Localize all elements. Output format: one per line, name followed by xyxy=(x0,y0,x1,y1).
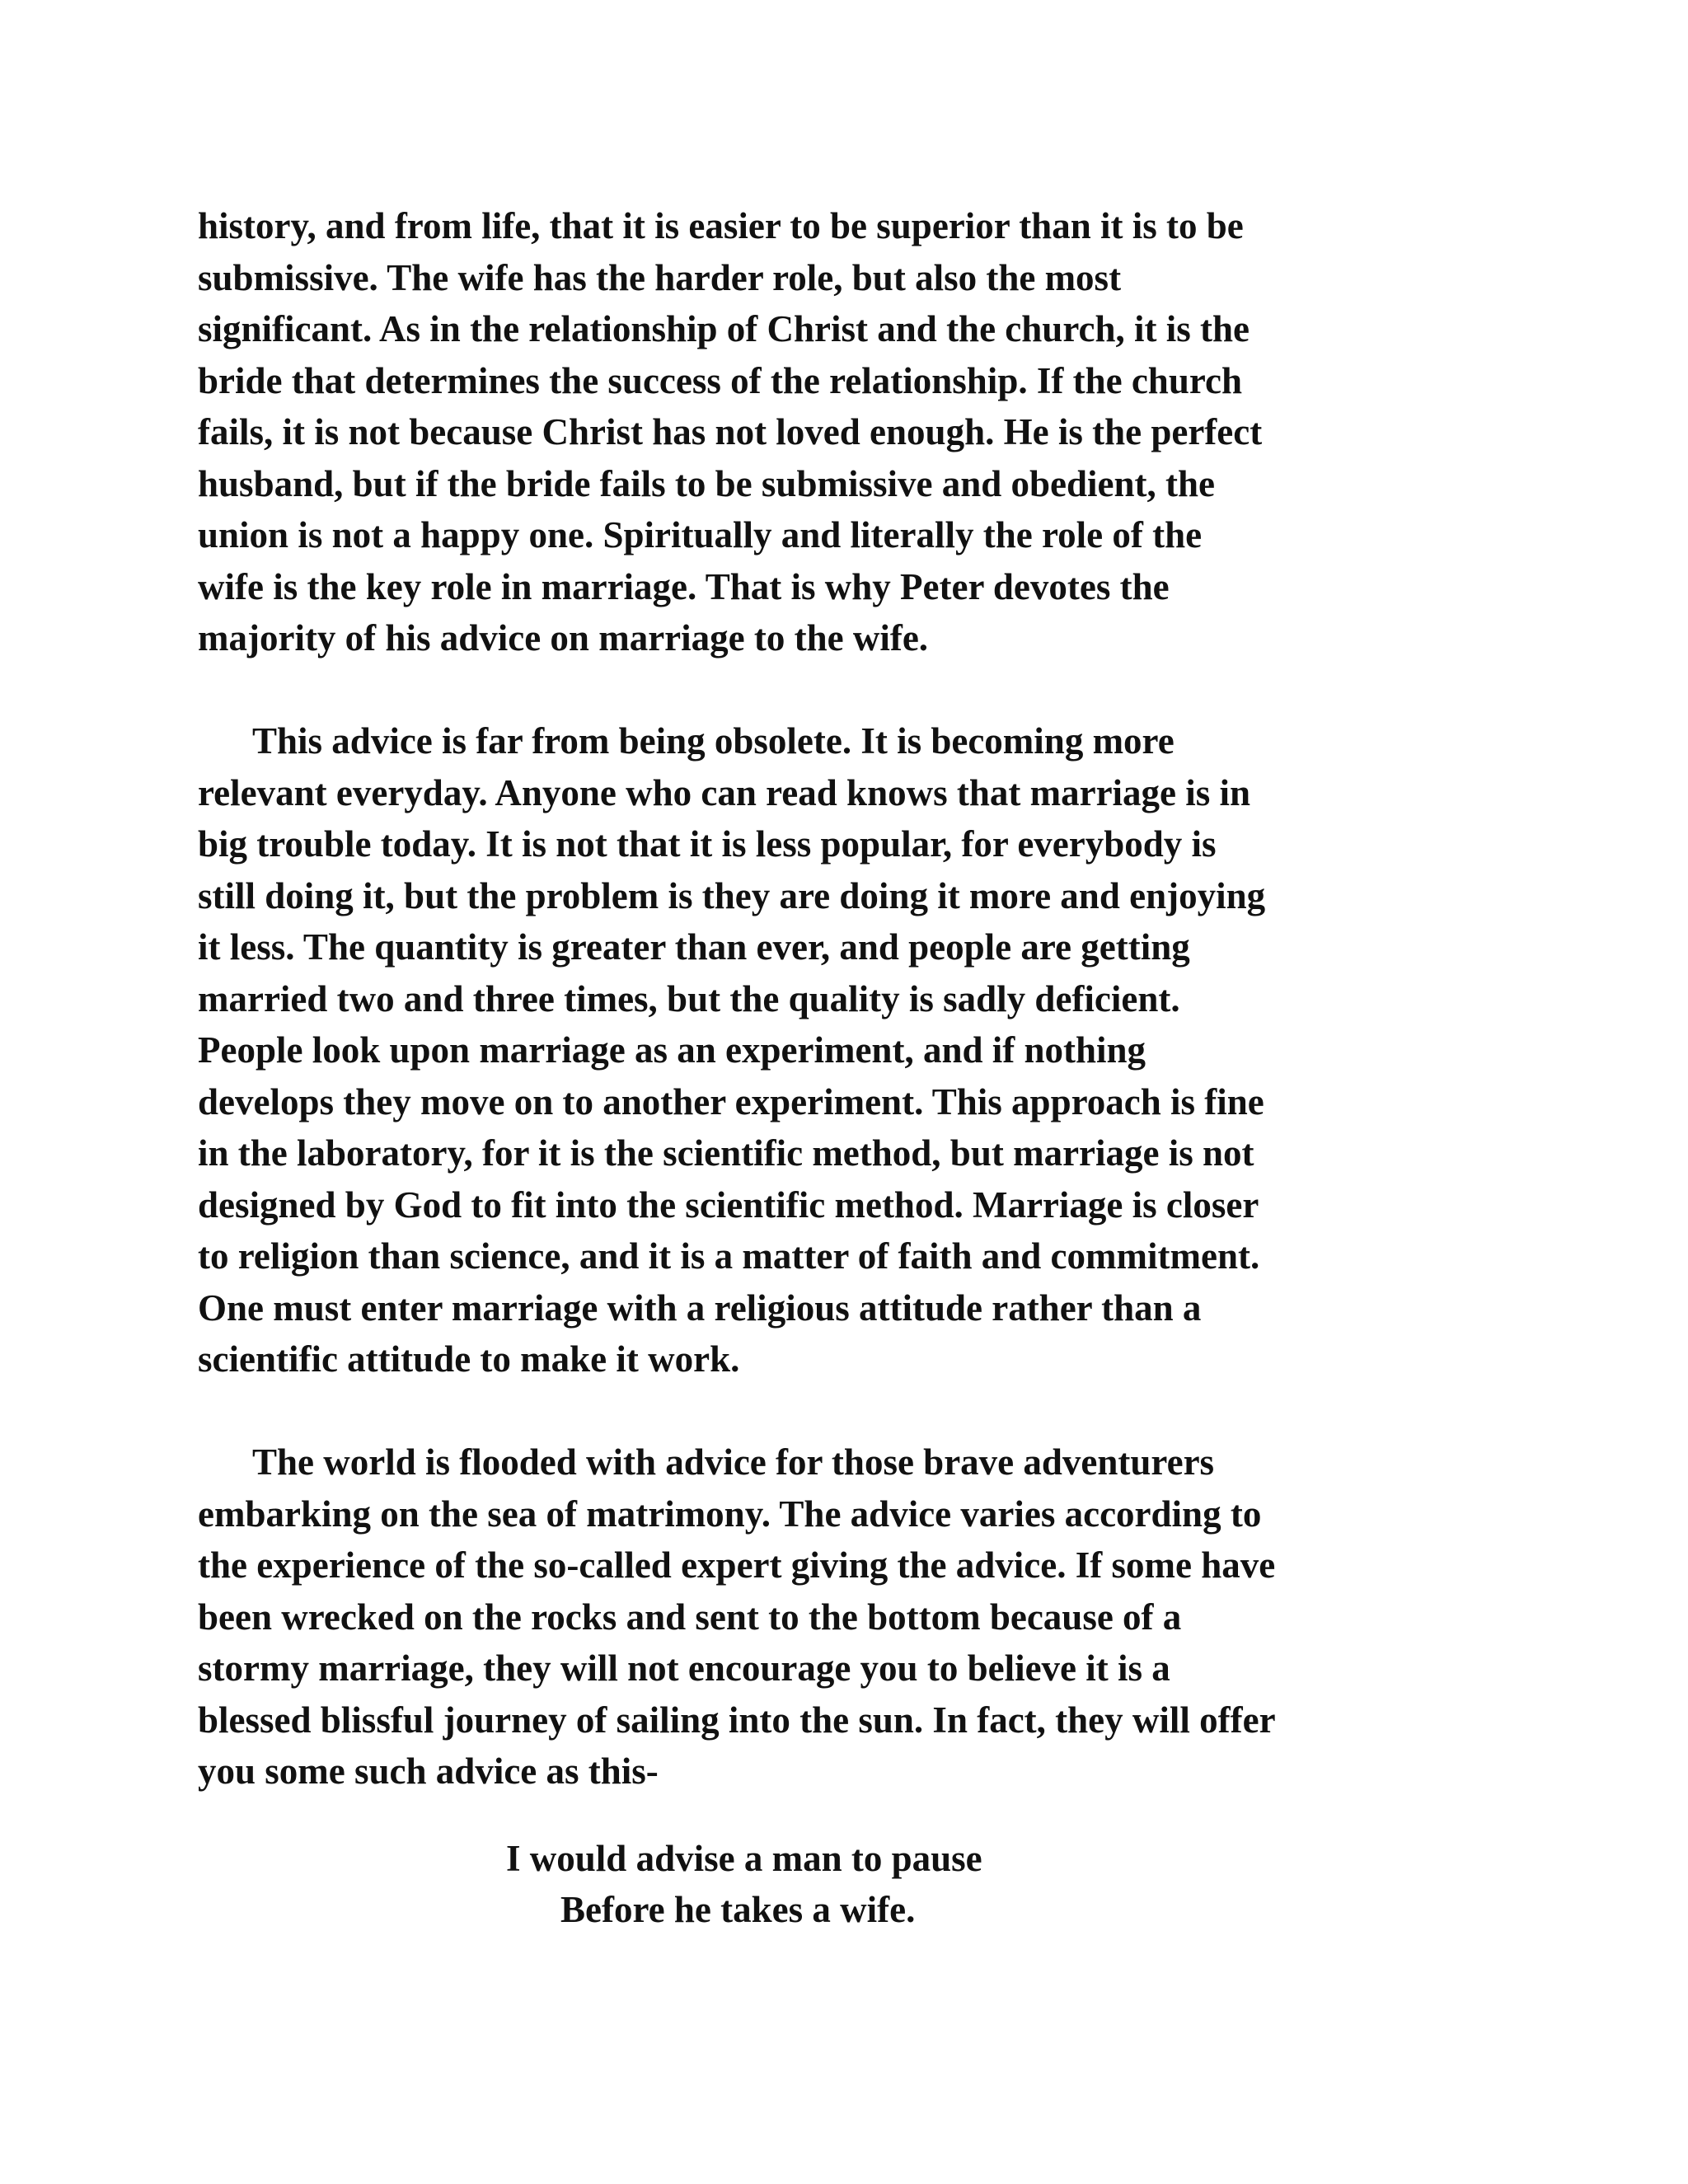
paragraph-1-line-9: majority of his advice on marriage to the wife. xyxy=(198,617,929,658)
paragraph-2-line-9: in the laboratory, for it is the scientific method, but marriage is not xyxy=(198,1132,1254,1174)
paragraph-2-line-12: One must enter marriage with a religious attitude rather than a xyxy=(198,1286,1202,1329)
paragraph-2-line-7: People look upon marriage as an experiment, and if nothing xyxy=(198,1029,1146,1071)
paragraph-1-line-7: union is not a happy one. Spiritually and literally the role of the xyxy=(198,514,1203,555)
paragraph-1-line-6: husband, but if the bride fails to be submissive and obedient, the xyxy=(198,462,1216,504)
paragraph-3-line-2: embarking on the sea of matrimony. The advice varies according to xyxy=(198,1493,1262,1535)
paragraph-gap xyxy=(198,1385,1500,1437)
paragraph-gap xyxy=(198,664,1500,716)
paragraph-2-line-5: it less. The quantity is greater than ever, and people are getting xyxy=(198,926,1190,968)
paragraph-1-line-5: fails, it is not because Christ has not loved enough. He is the perfect xyxy=(198,411,1263,452)
paragraph-2-line-4: still doing it, but the problem is they are doing it more and enjoying xyxy=(198,874,1266,916)
paragraph-2-line-3: big trouble today. It is not that it is less popular, for everybody is xyxy=(198,823,1217,865)
paragraph-2-line-10: designed by God to fit into the scientific method. Marriage is closer xyxy=(198,1183,1259,1226)
paragraph-2-line-11: to religion than science, and it is a matter of faith and commitment. xyxy=(198,1235,1260,1277)
poem-quote xyxy=(0,1833,1688,1935)
paragraph-2-line-13: scientific attitude to make it work. xyxy=(198,1338,740,1380)
paragraph-2-line-1: This advice is far from being obsolete. It is becoming more xyxy=(252,720,1175,762)
paragraph-3-line-4: been wrecked on the rocks and sent to the bottom because of a xyxy=(198,1596,1182,1638)
paragraph-1-line-3: significant. As in the relationship of Christ and the church, it is the xyxy=(198,308,1250,349)
poem-line-2: Before he takes a wife. xyxy=(560,1889,916,1930)
paragraph-3-line-7: you some such advice as this- xyxy=(198,1750,659,1792)
paragraph-1-line-8: wife is the key role in marriage. That is why Peter devotes the xyxy=(198,565,1170,607)
poem-line-1: I would advise a man to pause xyxy=(506,1838,982,1879)
paragraph-1-line-2: submissive. The wife has the harder role, but also the most xyxy=(198,256,1122,298)
paragraph-3-line-5: stormy marriage, they will not encourage you to believe it is a xyxy=(198,1647,1170,1689)
paragraph-2-line-8: develops they move on to another experiment. This approach is fine xyxy=(198,1080,1264,1122)
body-text xyxy=(198,200,1500,1797)
paragraph-2-line-2: relevant everyday. Anyone who can read knows that marriage is in xyxy=(198,771,1251,813)
paragraph-1-line-1: history, and from life, that it is easier to be superior than it is to be xyxy=(198,205,1244,246)
paragraph-3-line-6: blessed blissful journey of sailing into the sun. In fact, they will offer xyxy=(198,1699,1276,1741)
paragraph-3-line-1: The world is flooded with advice for those brave adventurers xyxy=(252,1441,1215,1483)
paragraph-2-line-6: married two and three times, but the quality is sadly deficient. xyxy=(198,977,1180,1019)
paragraph-1-line-4: bride that determines the success of the relationship. If the church xyxy=(198,359,1243,401)
paragraph-3-line-3: the experience of the so-called expert giving the advice. If some have xyxy=(198,1544,1276,1586)
